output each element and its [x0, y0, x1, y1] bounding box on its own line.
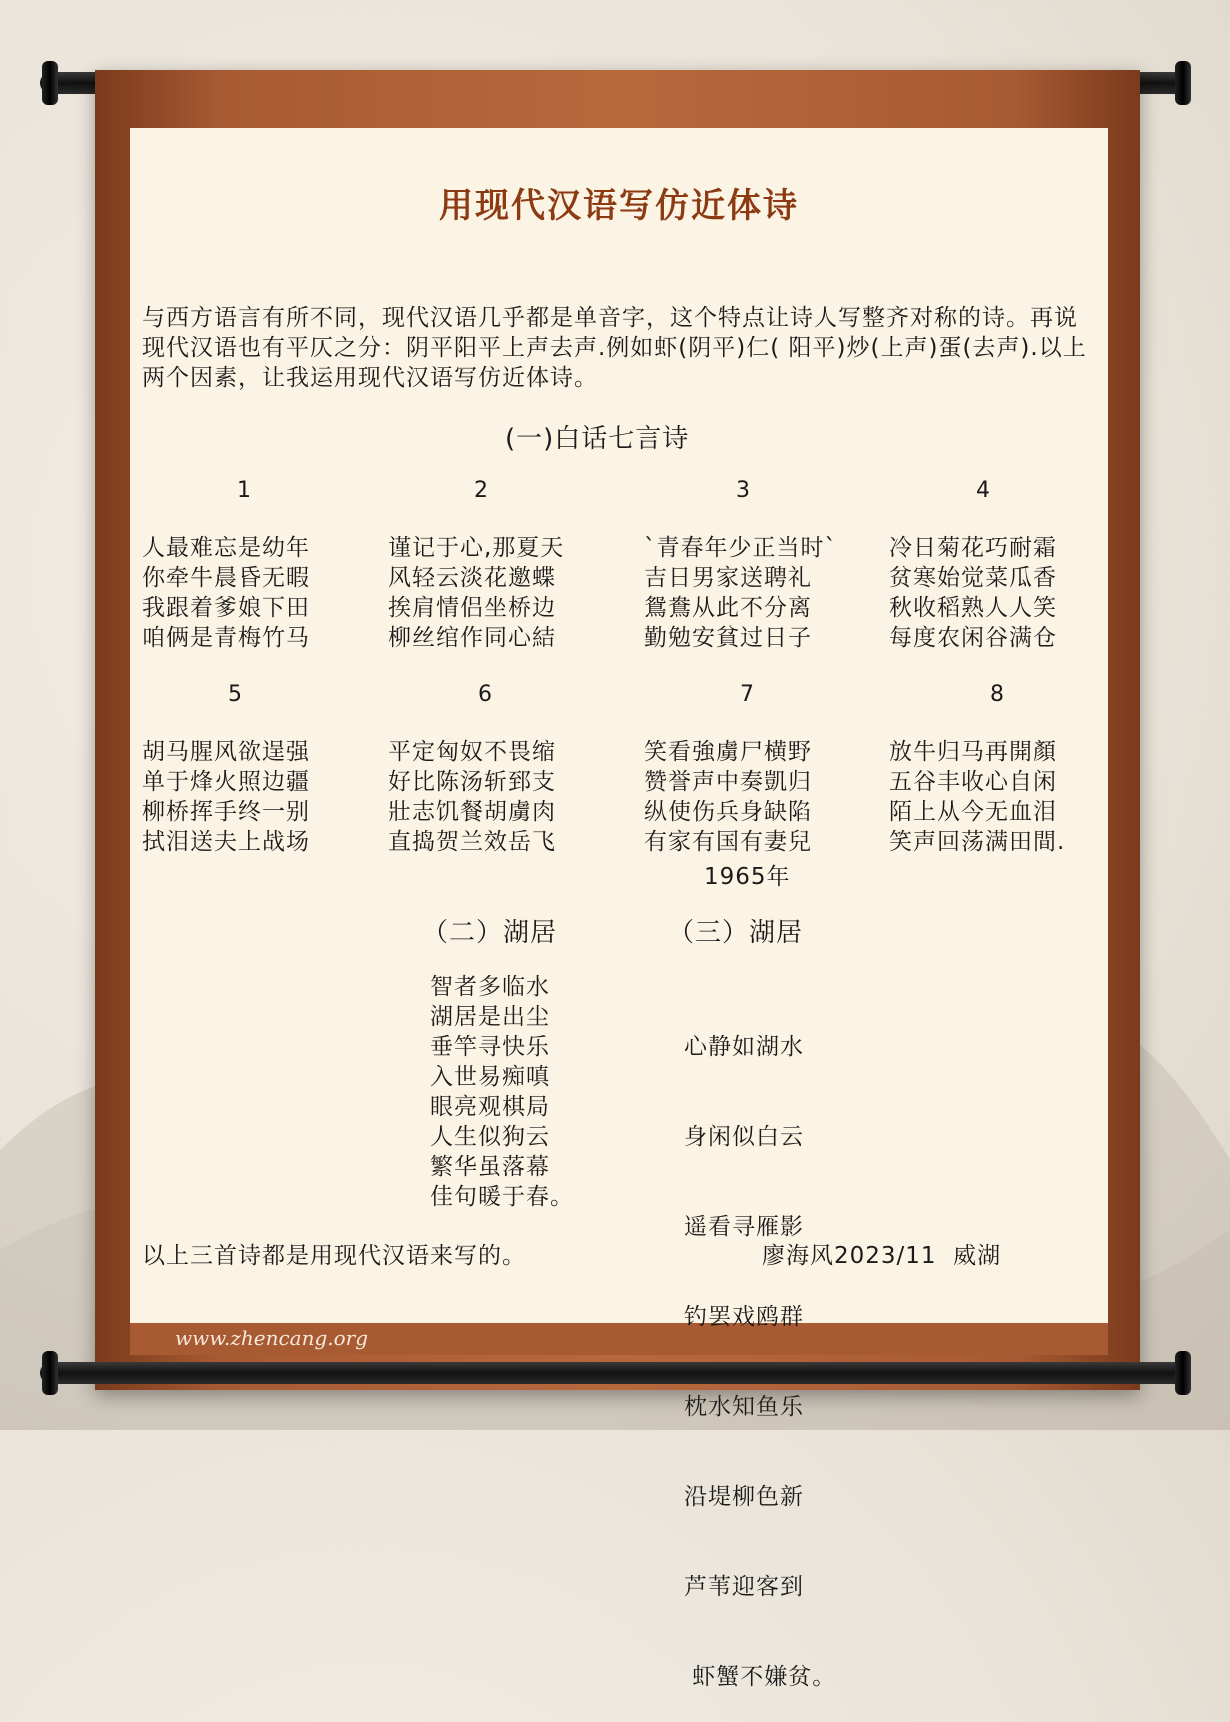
- poem-lake-2: [684, 972, 836, 1722]
- poem-line: 虾蟹不嫌贫。: [684, 1664, 837, 1690]
- poem-line: 勤勉安貧过日子: [644, 625, 812, 651]
- poem-number: 4: [976, 478, 990, 503]
- section1-heading: (一)白话七言诗: [505, 424, 690, 454]
- poem-year: 1965年: [704, 864, 791, 890]
- poem-line: 沿堤柳色新: [684, 1484, 804, 1510]
- poem-line: 咱俩是青梅竹马: [142, 625, 310, 651]
- poem-line: 纵使伤兵身缺陷: [644, 799, 812, 825]
- poem-line: 柳桥挥手终一别: [142, 799, 310, 825]
- poem-number: 7: [740, 682, 754, 707]
- poem-line: 人生似狗云: [430, 1124, 550, 1150]
- poem-6: [388, 737, 556, 857]
- poem-line: `青春年少正当时`: [644, 535, 837, 561]
- section2-heading: （二）湖居: [422, 918, 558, 948]
- poem-line: 单于烽火照边疆: [142, 769, 310, 795]
- poem-lake-1: [430, 972, 574, 1212]
- poem-line: 笑看強虜尸横野: [644, 739, 812, 765]
- author-signature: 廖海风2023/11 威湖: [762, 1243, 1002, 1269]
- poem-5: [142, 737, 310, 857]
- poem-line: 直捣贺兰效岳飞: [388, 829, 556, 855]
- poem-line: 拭泪送夫上战场: [142, 829, 310, 855]
- scroll-bottom-rod: [40, 1362, 1190, 1384]
- poem-line: 每度农闲谷满仓: [889, 625, 1057, 651]
- poem-2: [388, 533, 564, 653]
- poem-line: 你牵牛晨昏无暇: [142, 565, 310, 591]
- poem-line: 赞誉声中奏凱归: [644, 769, 812, 795]
- poem-number: 1: [237, 478, 251, 503]
- poem-line: 身闲似白云: [684, 1124, 804, 1150]
- poem-line: 贫寒始觉菜瓜香: [889, 565, 1057, 591]
- poem-line: 入世易痴嗔: [430, 1064, 550, 1090]
- poem-number: 3: [736, 478, 750, 503]
- section3-heading: （三）湖居: [668, 918, 804, 948]
- poem-line: 佳句暖于春。: [430, 1184, 574, 1210]
- poem-line: 有家有国有妻兒: [644, 829, 812, 855]
- poem-line: 挨肩情侣坐桥边: [388, 595, 556, 621]
- poem-line: 钓罢戏鸥群: [684, 1304, 804, 1330]
- poem-line: 冷日菊花巧耐霜: [889, 535, 1057, 561]
- poem-line: 鴛鴦从此不分离: [644, 595, 812, 621]
- poem-line: 我跟着爹娘下田: [142, 595, 310, 621]
- poem-8: [889, 737, 1065, 857]
- poem-4: [889, 533, 1057, 653]
- poem-line: 胡马腥风欲逞强: [142, 739, 310, 765]
- poem-line: 好比陈汤斩郅支: [388, 769, 556, 795]
- poem-number: 8: [990, 682, 1004, 707]
- poem-line: 枕水知鱼乐: [684, 1394, 804, 1420]
- poem-line: 智者多临水: [430, 974, 550, 1000]
- poem-number: 5: [228, 682, 242, 707]
- poem-line: 秋收稻熟人人笑: [889, 595, 1057, 621]
- poem-line: 芦苇迎客到: [684, 1574, 804, 1600]
- scroll-top-left-knob: [42, 61, 58, 105]
- site-watermark: www.zhencang.org: [175, 1326, 369, 1350]
- poem-line: 谨记于心,那夏天: [388, 535, 565, 561]
- poem-line: 陌上从今无血泪: [889, 799, 1057, 825]
- scroll-bottom-left-knob: [42, 1351, 58, 1395]
- poem-line: 平定匈奴不畏缩: [388, 739, 556, 765]
- poem-line: 笑声回荡满田間.: [889, 829, 1066, 855]
- poem-line: 湖居是出尘: [430, 1004, 550, 1030]
- footer-note: 以上三首诗都是用现代汉语来写的。: [142, 1243, 526, 1269]
- poem-line: 繁华虽落幕: [430, 1154, 550, 1180]
- poem-line: 放牛归马再開顏: [889, 739, 1057, 765]
- poem-line: 柳丝绾作同心結: [388, 625, 556, 651]
- poem-number: 2: [474, 478, 488, 503]
- page-title: 用现代汉语写仿近体诗: [439, 186, 799, 226]
- poem-line: 眼亮观棋局: [430, 1094, 550, 1120]
- poem-3: [644, 533, 837, 653]
- poem-line: 五谷丰收心自闲: [889, 769, 1057, 795]
- poem-line: 风轻云淡花邀蝶: [388, 565, 556, 591]
- poem-line: 心静如湖水: [684, 1034, 804, 1060]
- scroll-bottom-right-knob: [1175, 1351, 1191, 1395]
- poem-line: 人最难忘是幼年: [142, 535, 310, 561]
- poem-line: 吉日男家送聘礼: [644, 565, 812, 591]
- scroll-top-right-knob: [1175, 61, 1191, 105]
- poem-line: 遥看寻雁影: [684, 1214, 804, 1240]
- poem-line: 壯志饥餐胡虜肉: [388, 799, 556, 825]
- poem-1: [142, 533, 310, 653]
- poem-number: 6: [478, 682, 492, 707]
- poem-line: 垂竿寻快乐: [430, 1034, 550, 1060]
- intro-paragraph: 与西方语言有所不同，现代汉语几乎都是单音字，这个特点让诗人写整齐对称的诗。再说现代汉语也有平仄之分：阴平阳平上声去声.例如虾(阴平)仁( 阳平)炒(上声)蛋(去声).以上两个因素，让我运用现代汉语写仿近体诗。: [142, 305, 1087, 391]
- poem-7: [644, 737, 812, 857]
